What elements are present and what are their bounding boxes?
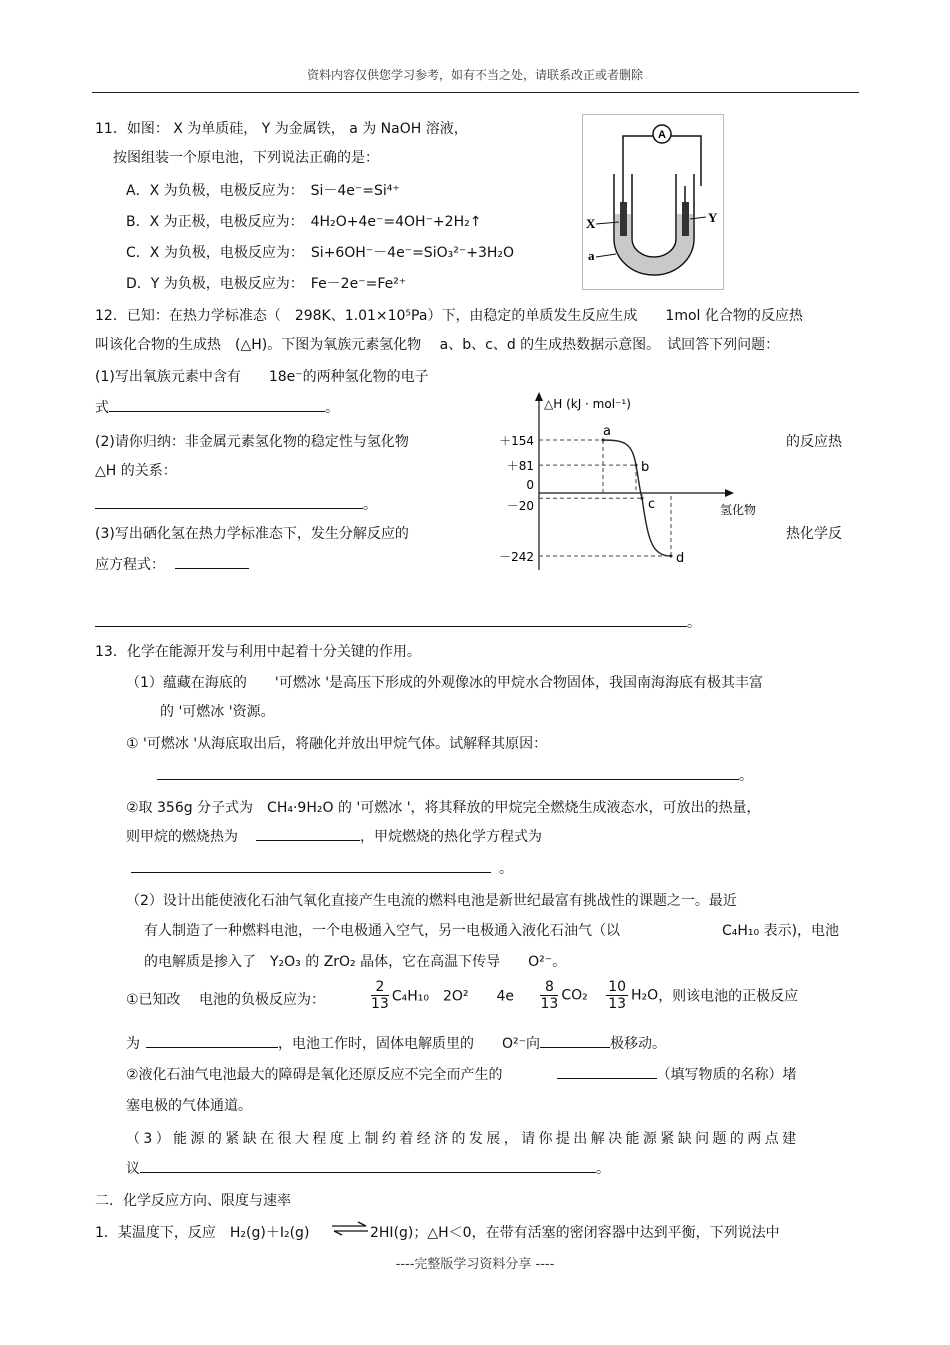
ammeter-label: A <box>658 129 666 141</box>
q12-line1: 12．已知：在热力学标准态（ 298K、1.01×10⁵Pa）下，由稳定的单质发生反应生成 1mol 化合物的反应热 <box>95 308 803 324</box>
q13-s2-q1-line2 <box>126 1033 666 1053</box>
data-label-d: d <box>676 551 685 566</box>
q13-s2-q1-mid: ，电池工作时，固体电解质里的 O²⁻向 <box>278 1036 541 1052</box>
q13-s1-q2-mid: ，甲烷燃烧的热化学方程式为 <box>360 829 542 845</box>
q12-part2-period: 。 <box>363 497 377 513</box>
x-electrode <box>620 202 627 236</box>
q13-stem: 13．化学在能源开发与利用中起着十分关键的作用。 <box>95 644 421 660</box>
q11-stem-line1: 11．如图： X 为单质硅， Y 为金属铁， a 为 NaOH 溶液， <box>95 121 468 137</box>
q12-part3-blank[interactable] <box>95 612 687 627</box>
y-electrode <box>682 202 689 236</box>
data-label-b: b <box>641 460 650 476</box>
anode-equation <box>368 979 798 1012</box>
q13-s1-line1: （1）蕴藏在海底的 '可燃冰 '是高压下形成的外观像冰的甲烷水合物固体，我国南海海底有极其丰富 <box>126 675 764 691</box>
eq-fraction-3-num: 10 <box>608 979 627 995</box>
q12-part3-text-right: 热化学反 <box>786 526 842 542</box>
q13-s2-q1-tail: 极移动。 <box>610 1036 667 1052</box>
q11-option-a: A．X 为负极，电极反应为： Si－4e⁻=Si⁴⁺ <box>126 183 400 199</box>
y-tick-label: 0 <box>526 478 534 492</box>
eq-fraction-1 <box>371 979 389 1012</box>
electrode-direction-blank[interactable] <box>540 1033 610 1048</box>
equilibrium-arrow-icon <box>330 1221 370 1237</box>
q13-s1-q1-period: 。 <box>739 768 753 784</box>
y-axis-arrow <box>535 392 543 401</box>
q12-part3-label <box>95 554 249 574</box>
galvanic-cell-figure <box>582 114 724 290</box>
q12-part1-prefix: 式 <box>95 400 109 416</box>
q13-s2-line1: （2）设计出能使液化石油气氧化直接产生电流的燃料电池是新世纪最富有挑战性的课题之一。最近 <box>126 893 737 909</box>
q13-s1-q2: ②取 356g 分子式为 CH₄·9H₂O 的 '可燃冰 '，将其释放的甲烷完全燃烧生成液态水，可放出的热量， <box>126 800 761 816</box>
q12-part2-answer <box>95 494 377 514</box>
q13-s2-q2-prefix: ②液化石油气电池最大的障碍是氧化还原反应不完全而产生的 <box>126 1067 503 1083</box>
q13-s1-q2-answer <box>131 858 513 878</box>
q11-stem-line2: 按图组装一个原电池，下列说法正确的是： <box>113 150 379 166</box>
a-label: a <box>588 248 595 263</box>
q13-s2-q2 <box>126 1064 797 1084</box>
y-tick-label: －242 <box>499 550 534 564</box>
q13-s3-period: 。 <box>596 1161 610 1177</box>
y-label: Y <box>708 210 718 225</box>
q13-s2-q2-tail: （填写物质的名称）堵 <box>656 1067 797 1083</box>
q13-s2-q1-prefix: 为 <box>126 1036 140 1052</box>
eq-term-1: C₄H₁₀ 2O² 4e <box>391 988 515 1005</box>
q13-s1-q1: ① '可燃冰 '从海底取出后，将融化并放出甲烷气体。试解释其原因： <box>126 736 548 752</box>
eq-fraction-1-den: 13 <box>371 996 389 1012</box>
q13-s2-line2: 有人制造了一种燃料电池，一个电极通入空气，另一电极通入液化石油气（以 <box>144 923 620 939</box>
q13-combustion-heat-blank[interactable] <box>256 826 360 841</box>
q12-part3-prefix: 应方程式： <box>95 557 165 573</box>
y-tick-label: ＋154 <box>499 434 534 448</box>
sec2-q1-rest: 2HI(g)；△H＜0，在带有活塞的密闭容器中达到平衡，下列说法中 <box>370 1225 780 1241</box>
eq-fraction-2 <box>540 979 558 1012</box>
q12-part1-label <box>95 397 339 417</box>
q11-option-b: B．X 为正极，电极反应为： 4H₂O+4e⁻=4OH⁻+2H₂↑ <box>126 214 482 230</box>
cathode-reaction-blank[interactable] <box>146 1033 278 1048</box>
x-axis-arrow <box>725 489 734 497</box>
q13-s1-q1-answer <box>157 765 753 785</box>
y-tick-label: －20 <box>506 499 534 514</box>
x-axis-label: 氢化物 <box>720 503 757 517</box>
q13-s1-q2-period: 。 <box>499 861 513 877</box>
q12-part2-label: △H 的关系： <box>95 463 177 479</box>
data-point-c <box>641 497 644 500</box>
q13-s3-line1: （3）能源的紧缺在很大程度上制约着经济的发展，请你提出解决能源紧缺问题的两点建 <box>126 1131 800 1147</box>
data-point-b <box>635 464 638 467</box>
q11-option-d: D．Y 为负极，电极反应为： Fe－2e⁻=Fe²⁺ <box>126 276 407 292</box>
q13-suggestion-blank[interactable] <box>140 1158 596 1173</box>
q13-s1-q2-prefix: 则甲烷的燃烧热为 <box>126 829 238 845</box>
eq-tail: ，则该电池的正极反应 <box>658 988 799 1005</box>
data-label-a: a <box>603 424 611 439</box>
q12-line2: 叫该化合物的生成热 (△H)。下图为氧族元素氢化物 a、b、c、d 的生成热数据示意图。 试回答下列问题： <box>95 337 780 353</box>
y-axis-label: △H (kJ · mol⁻¹) <box>544 397 631 411</box>
page-footer: ----完整版学习资料分享 ---- <box>395 1257 555 1272</box>
q12-part3-text: (3)写出硒化氢在热力学标准态下，发生分解反应的 <box>95 526 409 542</box>
enthalpy-chart <box>490 390 780 576</box>
eq-fraction-2-den: 13 <box>540 996 559 1012</box>
eq-fraction-2-num: 8 <box>540 979 558 996</box>
q13-s2-line3: 的电解质是掺入了 Y₂O₃ 的 ZrO₂ 晶体，它在高温下传导 O²⁻。 <box>144 954 567 970</box>
data-label-c: c <box>648 497 656 513</box>
eq-term-2: CO₂ <box>561 987 588 1004</box>
q13-s2-line2-right: C₄H₁₀ 表示)，电池 <box>722 923 840 939</box>
q12-part2-text: (2)请你归纳：非金属元素氢化物的稳定性与氢化物 <box>95 434 409 450</box>
page-header: 资料内容仅供您学习参考，如有不当之处，请联系改正或者删除 <box>306 68 643 82</box>
q13-s2-q1: ①已知改 电池的负极反应为： <box>126 992 326 1008</box>
sec2-q1-start: 1．某温度下，反应 H₂(g)＋I₂(g) <box>95 1225 310 1241</box>
q13-s1-q1-blank[interactable] <box>157 765 739 780</box>
q13-s1-line2: 的 '可燃冰 '资源。 <box>160 704 275 720</box>
eq-fraction-3-den: 13 <box>608 996 627 1012</box>
section-2-title: 二．化学反应方向、限度与速率 <box>95 1193 291 1209</box>
eq-fraction-3 <box>606 979 628 1012</box>
q12-part1-blank[interactable] <box>109 397 325 412</box>
eq-fraction-1-num: 2 <box>371 979 389 996</box>
q12-part2-blank[interactable] <box>95 494 363 509</box>
q11-option-c: C．X 为负极，电极反应为： Si+6OH⁻－4e⁻=SiO₃²⁻+3H₂O <box>126 245 515 261</box>
q13-s2-q2-line2: 塞电极的气体通道。 <box>126 1098 252 1114</box>
q13-s3-prefix: 议 <box>126 1161 140 1177</box>
q12-part1-period: 。 <box>325 400 339 416</box>
x-label: X <box>586 216 596 231</box>
q13-s1-q2-line2 <box>126 826 542 846</box>
data-point-d <box>670 555 673 558</box>
q12-part1-text: (1)写出氧族元素中含有 18e⁻的两种氢化物的电子 <box>95 369 429 385</box>
q12-part3-blank-short[interactable] <box>175 554 249 569</box>
q12-part2-text-right: 的反应热 <box>786 434 842 450</box>
header-rule <box>92 92 859 93</box>
y-tick-label: ＋81 <box>506 459 534 474</box>
q12-part3-period: 。 <box>687 615 701 631</box>
q12-part3-answer <box>95 612 701 632</box>
substance-name-blank[interactable] <box>557 1064 657 1079</box>
q13-s3-line2 <box>126 1158 610 1178</box>
q13-equation-blank[interactable] <box>131 858 491 873</box>
eq-term-3: H₂O <box>631 987 659 1004</box>
